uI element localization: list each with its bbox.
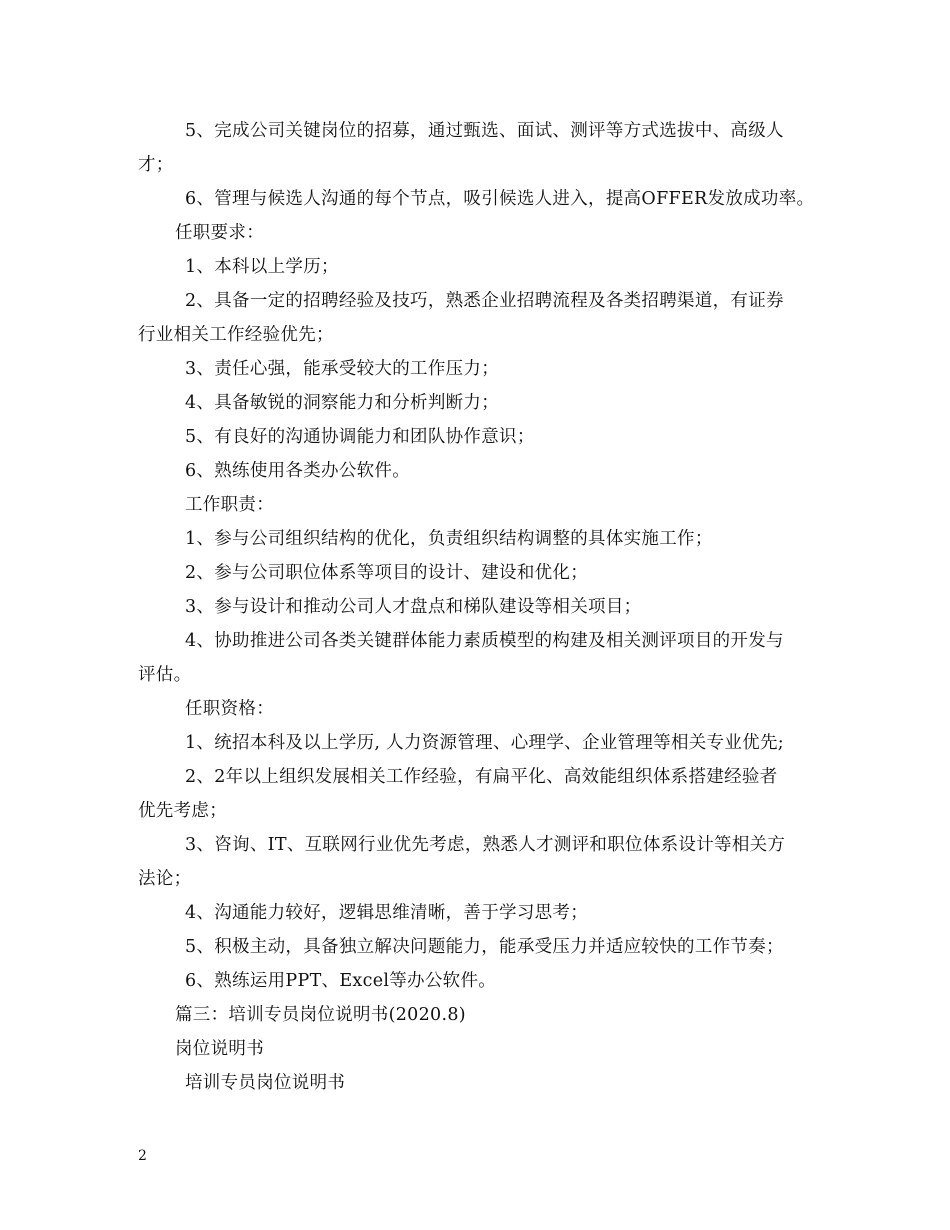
text-line: 3、参与设计和推动公司人才盘点和梯队建设等相关项目； — [185, 597, 642, 617]
text-line: 6、熟练运用PPT、Excel等办公软件。 — [185, 971, 497, 991]
text-line: 优先考虑； — [138, 801, 227, 821]
text-line: 3、责任心强，能承受较大的工作压力； — [185, 359, 500, 379]
text-line: 2、具备一定的招聘经验及技巧，熟悉企业招聘流程及各类招聘渠道，有证券 — [185, 291, 784, 311]
text-line: 5、积极主动，具备独立解决问题能力，能承受压力并适应较快的工作节奏； — [185, 937, 784, 957]
text-line: 1、参与公司组织结构的优化，负责组织结构调整的具体实施工作； — [185, 529, 713, 549]
text-line: 6、管理与候选人沟通的每个节点，吸引候选人进入，提高OFFER发放成功率。 — [185, 189, 815, 209]
text-line: 6、熟练使用各类办公软件。 — [185, 461, 411, 481]
text-line: 4、沟通能力较好，逻辑思维清晰，善于学习思考； — [185, 903, 589, 923]
text-line: 任职资格： — [185, 699, 274, 719]
text-line: 篇三：培训专员岗位说明书(2020.8) — [175, 1005, 466, 1025]
text-line: 4、具备敏锐的洞察能力和分析判断力； — [185, 393, 500, 413]
text-line: 评估。 — [138, 665, 192, 685]
text-line: 任职要求： — [175, 223, 264, 243]
text-line: 法论； — [138, 869, 192, 889]
text-line: 1、本科以上学历； — [185, 257, 339, 277]
document-body — [138, 114, 818, 1100]
text-line: 5、完成公司关键岗位的招募，通过甄选、面试、测评等方式选拔中、高级人 — [185, 121, 784, 141]
text-line: 培训专员岗位说明书 — [185, 1073, 346, 1093]
text-line: 1、统招本科及以上学历, 人力资源管理、心理学、企业管理等相关专业优先; — [185, 733, 784, 753]
text-line: 2、2年以上组织发展相关工作经验，有扁平化、高效能组织体系搭建经验者 — [185, 767, 778, 787]
text-line: 才； — [138, 155, 174, 175]
text-line: 工作职责： — [185, 495, 274, 515]
text-line: 5、有良好的沟通协调能力和团队协作意识； — [185, 427, 535, 447]
text-line: 2、参与公司职位体系等项目的设计、建设和优化； — [185, 563, 589, 583]
text-line: 岗位说明书 — [175, 1039, 264, 1059]
text-line: 行业相关工作经验优先； — [138, 325, 334, 345]
page-number: 2 — [138, 1148, 147, 1164]
text-line: 4、协助推进公司各类关键群体能力素质模型的构建及相关测评项目的开发与 — [185, 631, 784, 651]
text-line: 3、咨询、IT、互联网行业优先考虑，熟悉人才测评和职位体系设计等相关方 — [185, 835, 786, 855]
